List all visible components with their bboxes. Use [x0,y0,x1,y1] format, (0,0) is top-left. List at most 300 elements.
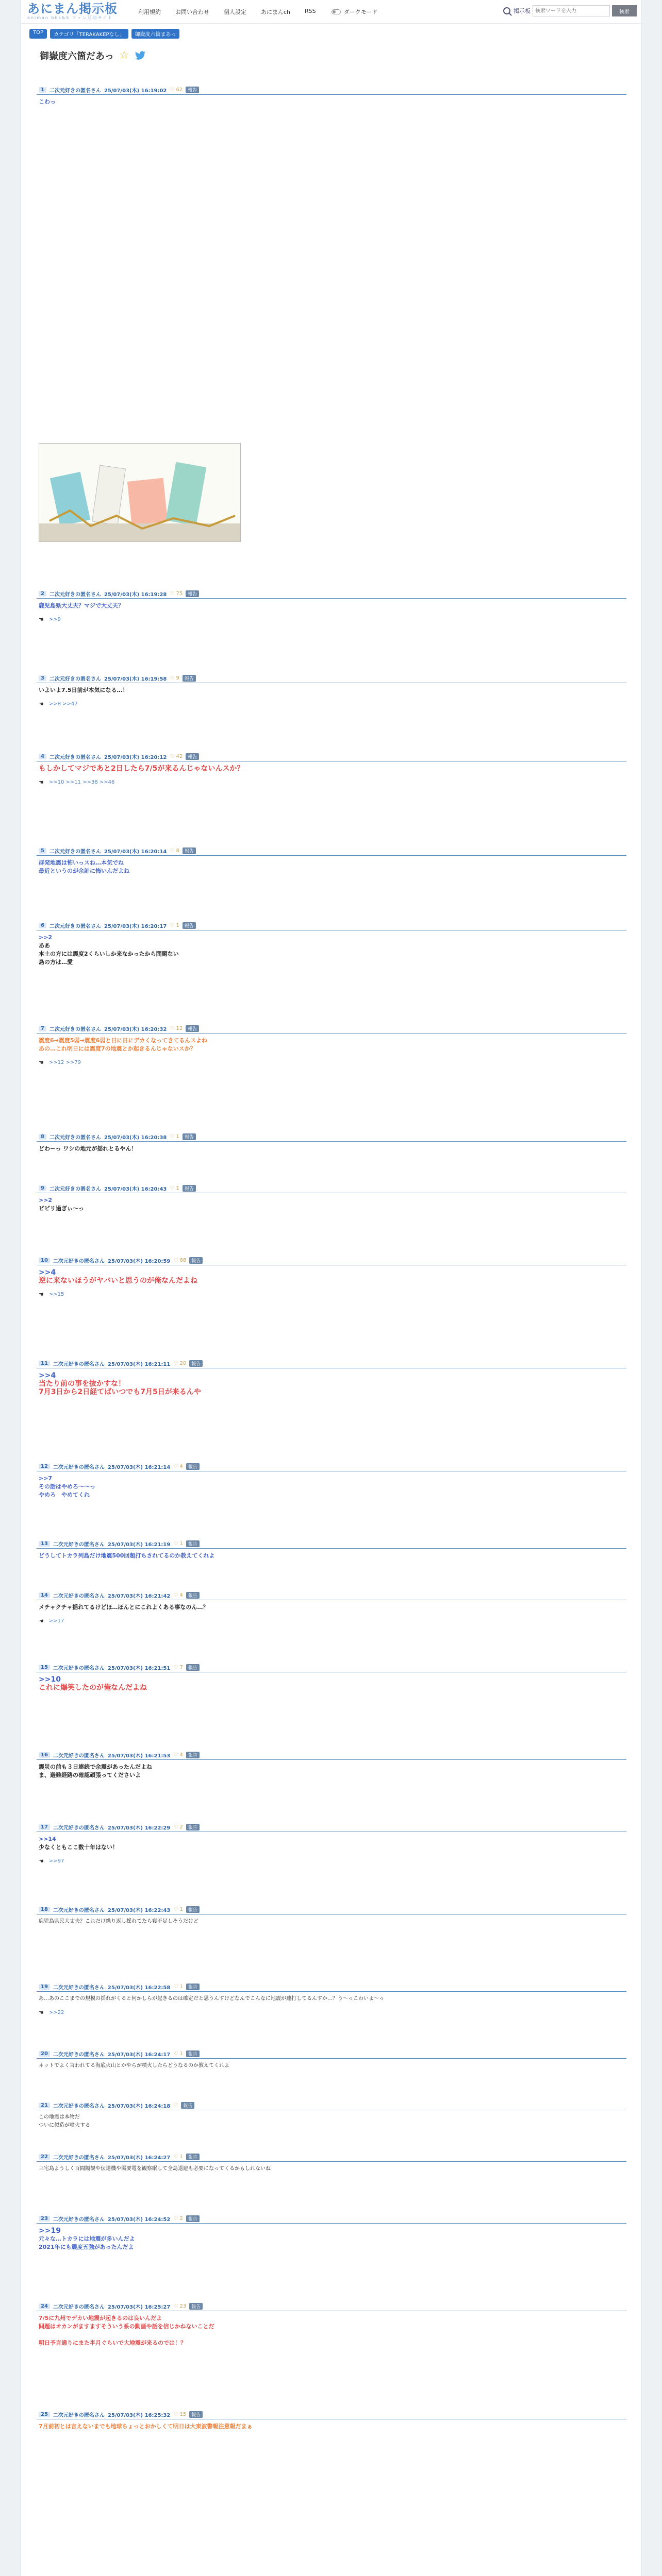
post [37,2154,626,2175]
heart-icon: ♡ [173,1665,180,1670]
post-date: 25/07/03(木) 16:19:58 [104,676,167,682]
post-date: 25/07/03(木) 16:25:27 [107,2304,171,2310]
post-text-line: いよいよ7.5日前が本気になる…！ [39,687,128,693]
heart-icon: ♡ [173,1361,180,1366]
post-date: 25/07/03(木) 16:22:29 [107,1825,171,1831]
post-header [37,1360,626,1368]
post-number[interactable]: 3 [39,675,46,681]
dark-mode-toggle[interactable] [332,8,378,16]
report-button[interactable]: 報告 [183,1133,196,1140]
post-text-line: 明日予言通りにまた半月ぐらいで大地震が来るのでは！？ [39,2340,186,2346]
good-button[interactable] [170,923,179,928]
post-author: 二次元好きの匿名さん [53,2104,105,2109]
page [21,0,641,2576]
good-button[interactable] [173,1907,183,1912]
post-header [37,1824,626,1832]
reply-anchor-links[interactable]: >>8 >>47 [48,701,78,707]
twitter-share-icon[interactable] [135,51,146,60]
heart-icon: ♡ [173,1258,180,1263]
reply-anchor-links[interactable]: >>97 [48,1858,64,1864]
post-header [37,753,626,761]
search-area [503,5,637,16]
post-author: 二次元好きの匿名さん [53,2217,105,2223]
post-author: 二次元好きの匿名さん [49,924,101,929]
post-header [37,1257,626,1265]
post-date: 25/07/03(木) 16:21:19 [107,1542,171,1548]
post-body [37,761,626,775]
post [37,2411,626,2433]
post-text-line: 7月前初とは言えないまでも地球ちょっとおかしくて明日は大東波警報注意報だまぁ [39,2423,253,2430]
post-body [37,1600,626,1614]
post [37,2102,626,2132]
good-count: 9 [176,675,179,681]
good-button[interactable] [173,2303,186,2309]
report-button[interactable]: 報告 [183,922,196,929]
report-button[interactable]: 報告 [186,753,199,760]
reply-links [37,701,626,707]
post-header [37,1906,626,1914]
post [37,753,626,786]
post-number[interactable]: 2 [39,591,46,597]
reply-anchor-links[interactable]: >>12 >>79 [48,1060,81,1065]
heart-icon: ♡ [173,2154,180,2160]
post-number[interactable]: 20 [39,2051,50,2057]
good-count: 1 [176,923,179,928]
post-author: 二次元好きの匿名さん [49,849,101,855]
heart-icon: ♡ [173,1907,180,1912]
good-button[interactable] [173,1541,183,1547]
post-date: 25/07/03(木) 16:19:02 [104,88,167,94]
post-body [37,2059,626,2072]
post-number[interactable]: 23 [39,2216,50,2222]
post-header [37,2154,626,2162]
post-number[interactable]: 6 [39,923,46,928]
post-text-line: 7/5に九州でデカい地震が起きるのは良いんだよ [39,2315,162,2321]
post-header [37,1463,626,1471]
buildings-illustration [39,444,241,542]
post-date: 25/07/03(木) 16:21:11 [107,1362,171,1367]
good-button[interactable] [173,1464,183,1469]
good-button[interactable] [170,1134,179,1140]
post-number[interactable]: 11 [39,1361,50,1366]
post-text-line: あの…これ明日には震度7の地震とか起きるんじゃないスか？ [39,1045,196,1052]
post-body [37,2110,626,2132]
heart-icon: ♡ [173,2216,180,2222]
post-number[interactable]: 24 [39,2303,50,2309]
post-number[interactable]: 10 [39,1258,50,1263]
favorite-star-icon[interactable]: ☆ [119,49,129,62]
good-button[interactable] [170,1185,179,1191]
post [37,1824,626,1865]
heart-icon: ♡ [173,2051,180,2057]
heart-icon: ♡ [173,1824,180,1830]
reply-links [37,2009,626,2016]
reply-anchor-links[interactable]: >>9 [48,617,61,622]
post-text-line: 三宅島ようしく百間隔観や伝達機や需要電を観察眠して全島退避も必要になってくるかもしれないね [39,2166,271,2172]
breadcrumb-top[interactable]: TOP [29,29,47,39]
good-button[interactable] [170,848,179,854]
post-text-line: 震災の前も３日連続で余震があったんだよね [39,1764,152,1770]
dark-mode-label: ダークモード [343,8,378,15]
post-number[interactable]: 4 [39,754,46,759]
post [37,1906,626,1928]
post-author: 二次元好きの匿名さん [53,2304,105,2310]
report-button[interactable]: 報告 [186,1664,200,1671]
post-author: 二次元好きの匿名さん [53,1753,105,1759]
good-button[interactable] [173,2216,183,2222]
post-text-line: >>19 [39,2227,61,2235]
post-header [37,2303,626,2311]
report-button[interactable]: 報告 [181,2102,194,2109]
post-text-line: あ…あのここまでの規模の揺れがくると何かしらが起きるのは確定だと思うんすけどなんでこんなに地震が連打してるんすか…？う〜っこわいよ〜っ [39,1996,384,2002]
good-count: 7 [179,1665,183,1670]
good-count: 62 [176,87,183,93]
post-date: 25/07/03(木) 16:19:28 [104,592,167,598]
post-header [37,1540,626,1549]
post-text-line: 問題はオカンがますますそういう系の動画や話を信じかねないことだ [39,2323,214,2330]
post [37,1185,626,1215]
post-author: 二次元好きの匿名さん [49,1187,101,1192]
report-button[interactable]: 報告 [186,1463,200,1470]
nav-rss[interactable]: RSS [305,7,316,14]
post [37,1360,626,1398]
breadcrumb-thread[interactable]: 御嶽度六箇まあっ [131,29,180,39]
post-text-line: これに爆笑したのが俺なんだよね [39,1684,147,1692]
good-button[interactable] [173,1984,183,1990]
heart-icon: ♡ [170,848,176,854]
post-body [37,1265,626,1287]
post-number[interactable]: 19 [39,1984,50,1990]
good-count: 2 [179,1824,183,1830]
post-text-line: >>4 [39,1268,56,1277]
post-body [37,95,626,108]
post-author: 二次元好きの匿名さん [53,1908,105,1913]
post-text-line: もしかしてマジであと2日したら7/5が来るんじゃないんスか？ [39,765,244,773]
good-button[interactable] [173,1824,183,1830]
site-logo[interactable] [27,3,118,21]
report-button[interactable]: 報告 [189,2303,203,2310]
reply-anchor-links[interactable]: >>17 [48,1618,64,1624]
report-button[interactable]: 報告 [186,590,199,597]
report-button[interactable]: 報告 [186,1025,199,1032]
good-button[interactable] [170,754,183,759]
search-button[interactable]: 検索 [612,5,637,16]
post [37,675,626,707]
post-body [37,2224,626,2253]
report-button[interactable]: 報告 [183,675,196,682]
post [37,1025,626,1066]
report-button[interactable]: 報告 [189,1257,203,1264]
good-button[interactable] [173,1258,186,1263]
reply-icon: ☚ [39,701,44,707]
post-text-line: こわっ [39,98,56,105]
post-date: 25/07/03(木) 16:21:51 [107,1666,171,1671]
thread-title-row [21,43,641,66]
post-date: 25/07/03(木) 16:24:18 [107,2104,171,2109]
heart-icon: ♡ [170,675,176,681]
post-1-image[interactable] [39,443,241,542]
post [37,2215,626,2253]
nav-settings[interactable]: 個人設定 [224,8,246,15]
logo-title: あにまん掲示板 [27,2,118,16]
post-header [37,87,626,95]
post-number[interactable]: 5 [39,848,46,854]
post [37,1592,626,1624]
post-author: 二次元好きの匿名さん [53,1542,105,1548]
post-text-line: この地震は本物だ [39,2114,80,2120]
heart-icon: ♡ [170,591,176,597]
post-number[interactable]: 25 [39,2412,50,2417]
post-author: 二次元好きの匿名さん [49,1027,101,1032]
post-text-line [39,2331,624,2339]
report-button[interactable]: 報告 [186,1984,200,1990]
reply-links [37,1858,626,1865]
post [37,590,626,623]
good-button[interactable] [170,87,183,93]
post-number[interactable]: 1 [39,87,46,93]
good-button[interactable] [173,2103,178,2108]
post-number[interactable]: 17 [39,1824,50,1830]
good-button[interactable] [170,591,183,597]
good-button[interactable] [173,1752,183,1758]
good-button[interactable] [173,1665,183,1670]
post-author: 二次元好きの匿名さん [53,2155,105,2161]
post-number[interactable]: 8 [39,1134,46,1140]
post-body [37,1471,626,1501]
post-text-line: 2021年にも震度五強があったんだよ [39,2244,134,2250]
post-number[interactable]: 21 [39,2103,50,2108]
post-date: 25/07/03(木) 16:24:52 [107,2217,171,2223]
good-count: 1 [179,2051,183,2057]
good-button[interactable] [173,1592,183,1598]
post-header [37,2215,626,2224]
post-text-line: >>2 [39,1197,53,1204]
good-count: 1 [179,1541,183,1547]
reply-icon: ☚ [39,1059,44,1066]
report-button[interactable]: 報告 [183,1185,196,1192]
good-count: 12 [176,1026,183,1031]
heart-icon: ♡ [173,1592,180,1598]
search-scope-select[interactable]: 掲示板 [514,8,531,14]
page-title: 御嶽度六箇だあっ [40,51,114,62]
post-author: 二次元好きの匿名さん [49,592,101,598]
reply-anchor-links[interactable]: >>15 [48,1292,64,1297]
post-body [37,1549,626,1562]
reply-icon: ☚ [39,2009,44,2016]
post-text-line: 震度6→震度5弱→震度6弱と日に日にデカくなってきてるんスよね [39,1037,208,1044]
report-button[interactable]: 報告 [189,1360,203,1367]
heart-icon: ♡ [173,1541,180,1547]
post-text-line: ついに似造が噴火する [39,2123,90,2128]
post-text-line: メチャクチャ揺れてるけどほ…ほんとにこれよくある事なのん…？ [39,1604,209,1611]
post-date: 25/07/03(木) 16:20:14 [104,849,167,855]
post-author: 二次元好きの匿名さん [53,1594,105,1599]
post-body [37,1193,626,1215]
post-date: 25/07/03(木) 16:25:32 [107,2413,171,2418]
heart-icon: ♡ [173,1752,180,1758]
post [37,2050,626,2072]
good-count: 4 [179,1592,183,1598]
post-body [37,2311,626,2349]
post-date: 25/07/03(木) 16:22:43 [107,1908,171,1913]
toggle-knob [333,10,336,13]
report-button[interactable]: 報告 [186,2215,200,2222]
good-button[interactable] [173,2154,183,2160]
heart-icon: ♡ [173,1984,180,1990]
post [37,922,626,969]
post-header [37,1133,626,1142]
heart-icon: ♡ [170,923,176,928]
good-button[interactable] [173,2051,183,2057]
good-button[interactable] [170,675,179,681]
post-body [37,1992,626,2005]
reply-links [37,1059,626,1066]
nav-animanch[interactable]: あにまんch [261,8,291,15]
post-header [37,2411,626,2419]
reply-icon: ☚ [39,616,44,623]
nav-terms[interactable]: 利用規約 [138,8,161,15]
post-text-line: ビビリ過ぎぃ〜っ [39,1205,84,1212]
reply-icon: ☚ [39,1858,44,1865]
breadcrumb-category[interactable]: カテゴリ「TERAKAKEPなし」 [50,29,128,39]
post [37,1463,626,1501]
post-text-line: やめろ やめてくれ [39,1492,90,1498]
reply-icon: ☚ [39,779,44,786]
report-button[interactable]: 報告 [189,2411,203,2418]
post-text-line: ああ [39,942,50,949]
search-input[interactable] [533,5,610,16]
post-text-line: その話はやめろ〜〜っ [39,1483,95,1490]
logo-subtitle: animan bbs&S ファン互助サイト [27,15,113,20]
post-body [37,1760,626,1782]
post-body [37,2419,626,2433]
post-text-line: 元々な…トカラには地震が多いんだよ [39,2235,135,2242]
good-count: 1 [176,1134,179,1140]
post-date: 25/07/03(木) 16:20:17 [104,924,167,929]
post-date: 25/07/03(木) 16:24:27 [107,2155,171,2161]
report-button[interactable]: 報告 [186,2154,200,2160]
post-text-line: >>14 [39,1836,56,1842]
heart-icon: ♡ [170,754,176,759]
post-body [37,1914,626,1928]
post-body [37,1033,626,1055]
report-button[interactable]: 報告 [186,87,199,93]
post-number[interactable]: 7 [39,1026,46,1031]
post-text-line: >>4 [39,1371,56,1380]
post-date: 25/07/03(木) 16:21:42 [107,1594,171,1599]
good-count: 4 [179,1464,183,1469]
post-text-line: 鹿児島県民大丈夫？これだけ繰り返し揺れてたら寝不足しそうだけど [39,1919,198,1924]
post-author: 二次元好きの匿名さん [49,755,101,760]
reply-anchor-links[interactable]: >>22 [48,2010,64,2015]
post-text-line: ネットでよく言われてる海底火山とかやらが噴火したらどうなるのか教えてくれよ [39,2063,229,2069]
post-number[interactable]: 9 [39,1185,46,1191]
heart-icon: ♡ [173,2303,180,2309]
post-author: 二次元好きの匿名さん [53,1259,105,1264]
post-text-line: 当たり前の事を抜かすな！ [39,1380,125,1388]
post [37,1984,626,2016]
toggle-track[interactable] [332,9,341,14]
post-author: 二次元好きの匿名さん [53,1465,105,1470]
post-text-line: >>10 [39,1675,61,1684]
post-header [37,2050,626,2059]
heart-icon: ♡ [173,2412,180,2417]
good-count: 8 [176,848,179,854]
post-header [37,590,626,599]
post-header [37,922,626,930]
post-number[interactable]: 15 [39,1665,50,1670]
reply-icon: ☚ [39,1618,44,1624]
report-button[interactable]: 報告 [183,848,196,854]
post-body [37,599,626,612]
post-number[interactable]: 12 [39,1464,50,1469]
good-count: 23 [179,2303,187,2309]
post-date: 25/07/03(木) 16:24:17 [107,2052,171,2058]
post [37,848,626,877]
post-text-line: 鹿児島県大丈夫？マジで大丈夫？ [39,602,124,609]
post-header [37,1592,626,1600]
post-text-line: ま、避難経路の確認頑張ってくださいよ [39,1772,141,1778]
post-text-line: 島の方は…愛 [39,959,73,965]
reply-anchor-links[interactable]: >>10 >>11 >>38 >>46 [48,779,115,785]
report-button[interactable]: 報告 [186,1752,200,1758]
post-number[interactable]: 16 [39,1752,50,1758]
post [37,1257,626,1298]
heart-icon: ♡ [170,1134,176,1140]
post-text-line: どわーっ ワシの地元が揺れとるやん！ [39,1145,137,1152]
post-author: 二次元好きの匿名さん [53,1825,105,1831]
post [37,1540,626,1562]
search-icon [503,7,510,14]
heart-icon: ♡ [170,1185,176,1191]
good-button[interactable] [173,1361,186,1366]
good-count: 4 [179,1752,183,1758]
report-button[interactable]: 報告 [186,1824,200,1831]
reply-links [37,1618,626,1624]
good-count: 20 [179,1361,187,1366]
post-text-line: >>2 [39,934,53,941]
good-count: 42 [176,754,183,759]
nav-contact[interactable]: お問い合わせ [175,8,209,15]
post-number[interactable]: 13 [39,1541,50,1547]
post-body [37,1142,626,1155]
post-author: 二次元好きの匿名さん [53,2413,105,2418]
post-header [37,1984,626,1992]
post-number[interactable]: 18 [39,1907,50,1912]
post-number[interactable]: 22 [39,2154,50,2160]
report-button[interactable]: 報告 [186,1906,200,1913]
post [37,1752,626,1782]
good-button[interactable] [173,2412,186,2417]
report-button[interactable]: 報告 [186,1592,200,1599]
post-date: 25/07/03(木) 16:20:59 [107,1259,171,1264]
report-button[interactable]: 報告 [186,1540,200,1547]
post-author: 二次元好きの匿名さん [53,2052,105,2058]
post-text-line: 逆に来ないほうがヤバいと思うのが俺なんだよね [39,1277,197,1285]
post-body [37,1672,626,1694]
post-author: 二次元好きの匿名さん [49,88,101,94]
post-number[interactable]: 14 [39,1592,50,1598]
post [37,87,626,108]
good-count: 1 [179,2154,183,2160]
post [37,2303,626,2349]
post-date: 25/07/03(木) 16:21:53 [107,1753,171,1759]
heart-icon: ♡ [173,1464,180,1469]
post-header [37,848,626,856]
report-button[interactable]: 報告 [186,2050,200,2057]
post-body [37,856,626,877]
good-button[interactable] [170,1026,183,1031]
